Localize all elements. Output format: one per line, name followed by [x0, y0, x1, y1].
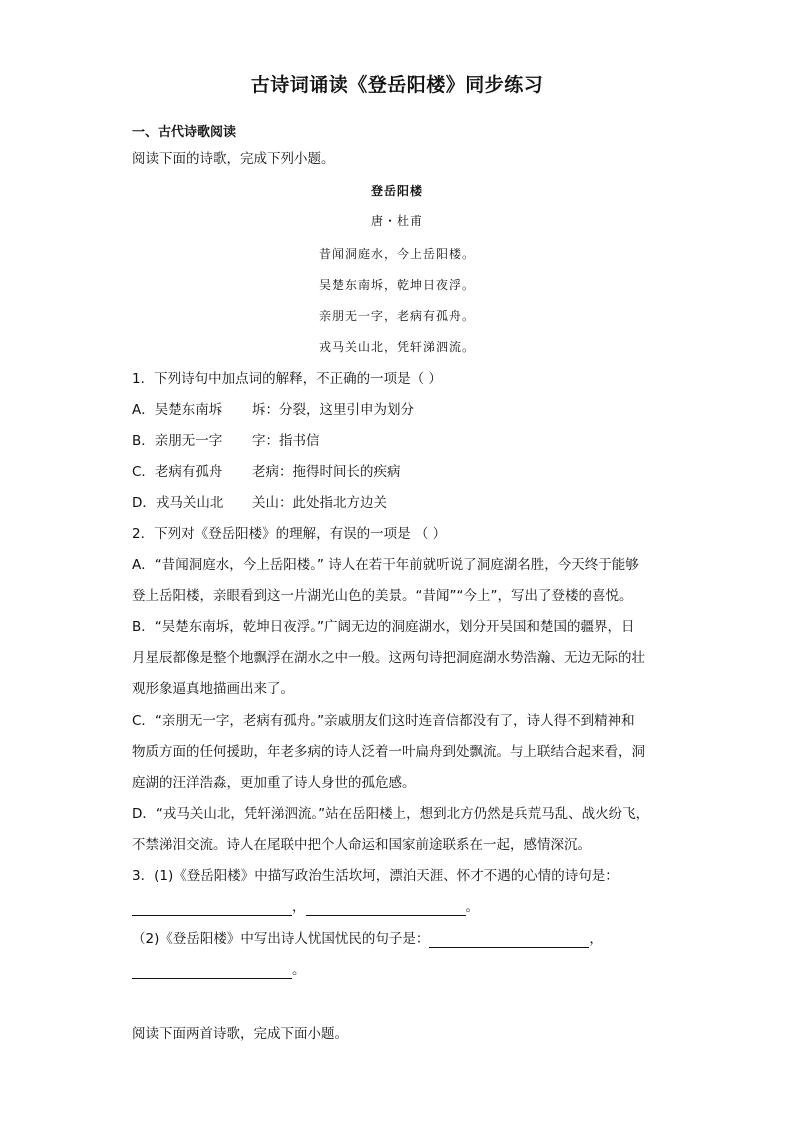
question-2-text-line: 庭湖的汪洋浩淼，更加重了诗人身世的孤危感。 — [132, 775, 416, 791]
question-1-option-c — [132, 463, 401, 481]
instruction-text: 阅读下面的诗歌，完成下列小题。 — [132, 151, 335, 167]
question-2-text-line: 不禁涕泪交流。诗人在尾联中把个人命运和国家前途联系在一起，感情深沉。 — [132, 837, 591, 853]
comma-punct: ， — [589, 931, 603, 947]
option-term: C．老病有孤舟 — [132, 464, 223, 480]
poem-line: 昔闻洞庭水，今上岳阳楼。 — [318, 247, 475, 261]
option-explanation: 坼：分裂，这里引申为划分 — [252, 402, 414, 418]
option-term: D．戎马关山北 — [132, 495, 224, 511]
poem-line: 戎马关山北，凭轩涕泗流。 — [318, 340, 475, 354]
poem-line: 吴楚东南坼，乾坤日夜浮。 — [318, 278, 475, 292]
poem-title: 登岳阳楼 — [370, 184, 423, 198]
poem-line: 亲朋无一字，老病有孤舟。 — [318, 309, 475, 323]
question-1-stem: 1．下列诗句中加点词的解释，不正确的一项是（ ） — [132, 371, 442, 387]
question-2-text-line: 月星辰都像是整个地飘浮在湖水之中一般。这两句诗把洞庭湖水势浩瀚、无边无际的壮 — [132, 650, 645, 666]
comma-punct: ， — [292, 899, 306, 915]
question-1-option-b — [132, 432, 320, 450]
question-2-text-line: A．“昔闻洞庭水，今上岳阳楼。” 诗人在若干年前就听说了洞庭湖名胜，今天终于能够 — [132, 557, 639, 573]
option-explanation: 字：指书信 — [252, 433, 320, 449]
page-title: 古诗词诵读《登岳阳楼》同步练习 — [250, 74, 544, 96]
question-3-part-2 — [132, 930, 603, 948]
question-2-text-line: 登上岳阳楼，亲眼看到这一片湖光山色的美景。“昔闻”“今上”，写出了登楼的喜悦。 — [132, 588, 633, 604]
answer-blank[interactable] — [132, 964, 292, 979]
question-2-text-line: 物质方面的任何援助，年老多病的诗人泛着一叶扁舟到处飘流。与上联结合起来看，洞 — [132, 744, 645, 760]
instruction-text-2: 阅读下面两首诗歌，完成下面小题。 — [132, 1026, 348, 1042]
poem-author: 唐・杜甫 — [370, 214, 423, 228]
answer-blank[interactable] — [306, 901, 466, 916]
section-heading: 一、古代诗歌阅读 — [132, 125, 237, 140]
answer-blank[interactable] — [132, 901, 292, 916]
question-3-part-2-text: （2)《登岳阳楼》中写出诗人忧国忧民的句子是： — [132, 931, 430, 947]
question-2-text-line: B．“吴楚东南坼，乾坤日夜浮。”广阔无边的洞庭湖水，划分开吴国和楚国的疆界，日 — [132, 619, 635, 635]
answer-blank[interactable] — [429, 933, 589, 948]
question-2-text-line: 观形象逼真地描画出来了。 — [132, 681, 294, 697]
question-3-part-1: 3．(1)《登岳阳楼》中描写政治生活坎坷，漂泊天涯、怀才不遇的心情的诗句是： — [132, 868, 619, 884]
question-1-option-d — [132, 494, 387, 512]
option-explanation: 老病：拖得时间长的疾病 — [252, 464, 401, 480]
question-3-answer-line-1 — [132, 898, 479, 916]
period-punct: 。 — [292, 962, 306, 978]
option-explanation: 关山：此处指北方边关 — [252, 495, 387, 511]
period-punct: 。 — [465, 899, 479, 915]
option-term: B．亲朋无一字 — [132, 433, 223, 449]
question-2-text-line: C．“亲朋无一字，老病有孤舟。”亲戚朋友们这时连音信都没有了，诗人得不到精神和 — [132, 713, 635, 729]
option-term: A．吴楚东南坼 — [132, 402, 223, 418]
question-2-stem: 2．下列对《登岳阳楼》的理解，有误的一项是 （ ） — [132, 526, 447, 542]
question-1-option-a — [132, 401, 414, 419]
question-3-answer-line-2 — [132, 961, 306, 979]
question-2-text-line: D．“戎马关山北，凭轩涕泗流。”站在岳阳楼上，想到北方仍然是兵荒马乱、战火纷飞， — [132, 806, 650, 822]
